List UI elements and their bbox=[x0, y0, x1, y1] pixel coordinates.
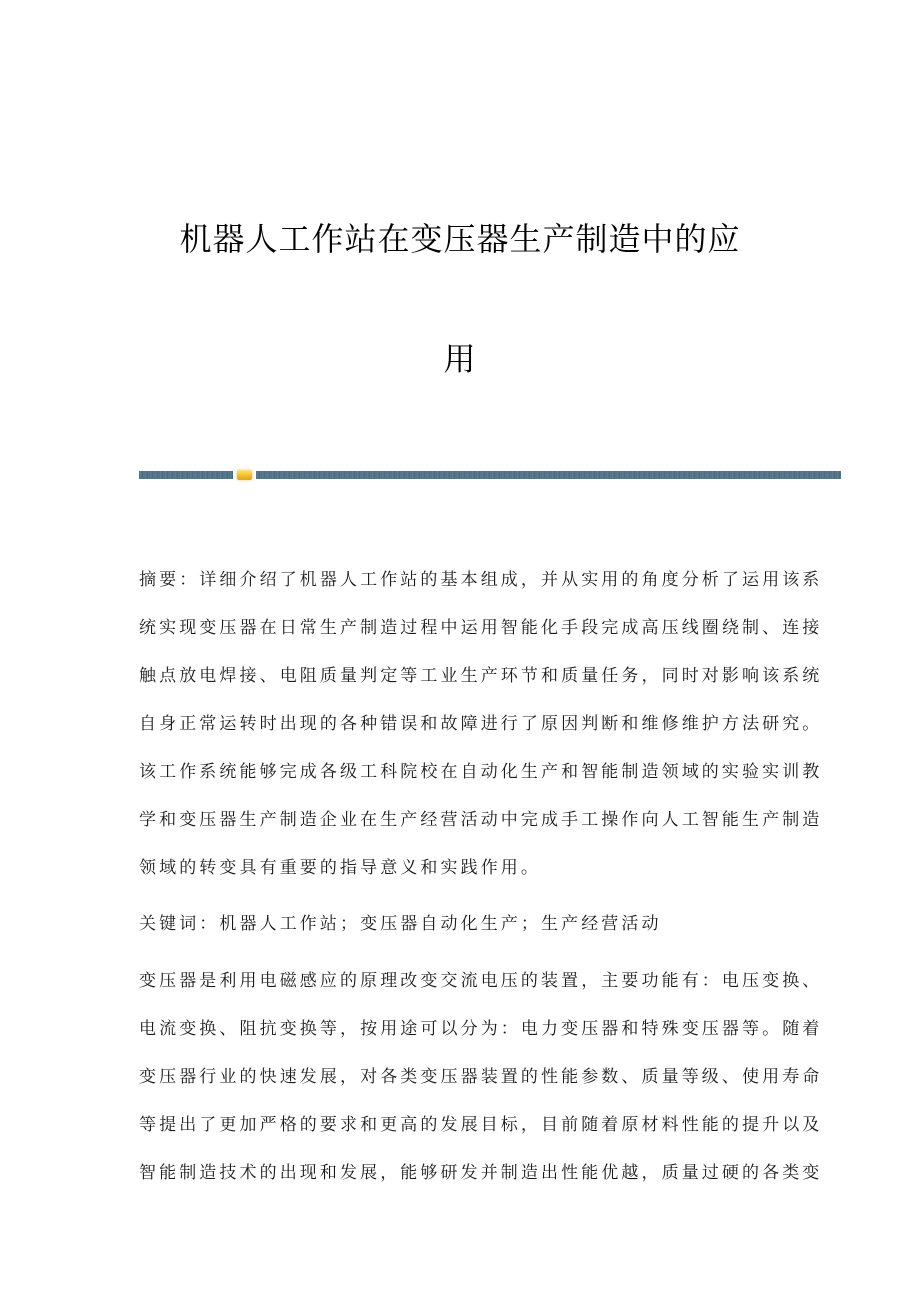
divider-ornament-icon bbox=[237, 470, 252, 480]
body-line: 电流变换、阻抗变换等，按用途可以分为：电力变压器和特殊变压器等。随着 bbox=[139, 1019, 823, 1039]
abstract-line: 该工作系统能够完成各级工科院校在自动化生产和智能制造领域的实验实训教 bbox=[139, 762, 823, 782]
body-line: 智能制造技术的出现和发展，能够研发并制造出性能优越，质量过硬的各类变 bbox=[139, 1163, 823, 1183]
abstract-line: 摘要：详细介绍了机器人工作站的基本组成，并从实用的角度分析了运用该系 bbox=[139, 570, 823, 590]
abstract-paragraph bbox=[139, 556, 823, 892]
title-divider bbox=[139, 471, 841, 480]
body-line: 变压器是利用电磁感应的原理改变交流电压的装置，主要功能有：电压变换、 bbox=[139, 971, 823, 991]
divider-bar-left bbox=[139, 471, 233, 479]
divider-bar-right bbox=[256, 471, 841, 479]
abstract-line: 统实现变压器在日常生产制造过程中运用智能化手段完成高压线圈绕制、连接 bbox=[139, 618, 823, 638]
abstract-line: 领域的转变具有重要的指导意义和实践作用。 bbox=[139, 858, 541, 878]
body-line: 变压器行业的快速发展，对各类变压器装置的性能参数、质量等级、使用寿命 bbox=[139, 1067, 823, 1087]
document-title-line-2: 用 bbox=[443, 340, 477, 379]
document-title-line-1: 机器人工作站在变压器生产制造中的应 bbox=[179, 220, 741, 259]
abstract-line: 自身正常运转时出现的各种错误和故障进行了原因判断和维修维护方法研究。 bbox=[139, 714, 823, 734]
body-paragraph bbox=[139, 957, 823, 1197]
keywords-line: 关键词：机器人工作站；变压器自动化生产；生产经营活动 bbox=[139, 914, 662, 934]
keywords-paragraph bbox=[139, 900, 779, 948]
body-line: 等提出了更加严格的要求和更高的发展目标，目前随着原材料性能的提升以及 bbox=[139, 1115, 823, 1135]
abstract-line: 触点放电焊接、电阻质量判定等工业生产环节和质量任务，同时对影响该系统 bbox=[139, 666, 823, 686]
abstract-line: 学和变压器生产制造企业在生产经营活动中完成手工操作向人工智能生产制造 bbox=[139, 810, 823, 830]
